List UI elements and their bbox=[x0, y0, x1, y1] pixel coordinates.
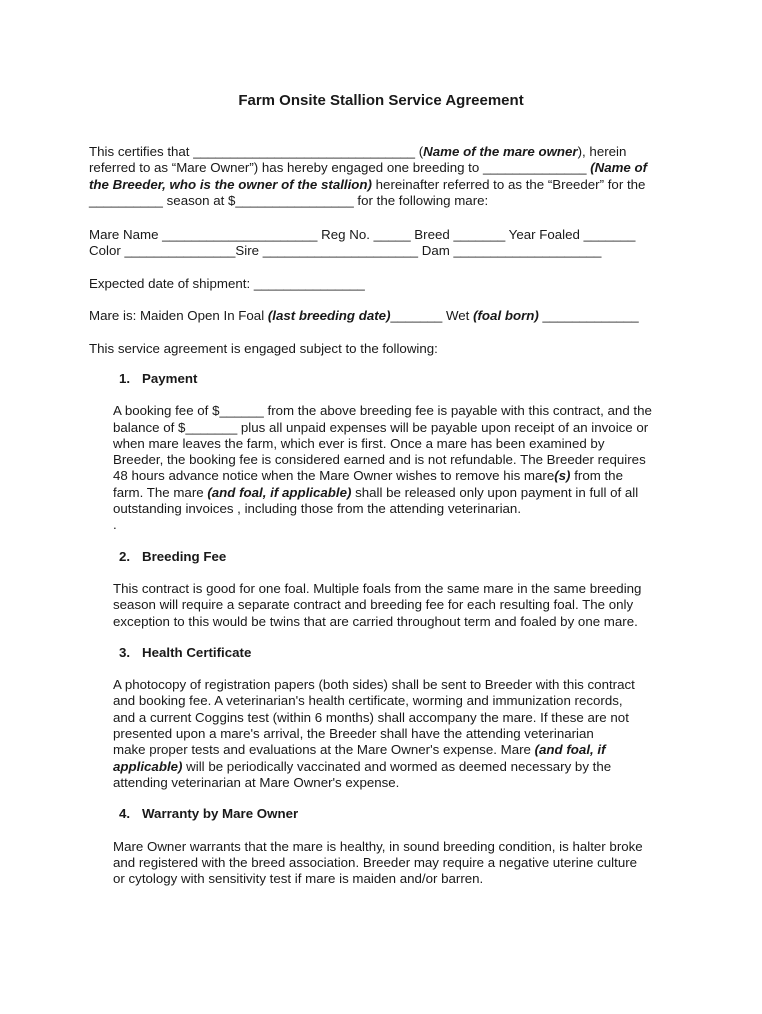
text-line bbox=[89, 177, 647, 193]
text-segment: __________ season at $________________ for the following mare: bbox=[89, 192, 489, 208]
text-line bbox=[113, 759, 762, 775]
text-segment: the Breeder, who is the owner of the stallion) bbox=[89, 176, 372, 192]
text-segment: (and foal, if bbox=[534, 742, 606, 758]
intro-paragraph bbox=[89, 144, 647, 209]
section-title: Health Certificate bbox=[142, 644, 252, 660]
text-segment: This contract is good for one foal. Multiple foals from the same mare in the same breeding bbox=[113, 580, 642, 596]
text-segment: hereinafter referred to as the “Breeder” for the bbox=[371, 176, 646, 192]
text-segment: exception to this would be twins that are carried throughout term and foaled by one mare. bbox=[113, 613, 638, 629]
mare-status-line bbox=[89, 308, 639, 324]
text-segment: Mare Name _____________________ Reg No. _____ Breed _______ Year Foaled _______ bbox=[89, 227, 636, 242]
text-segment: ), herein bbox=[577, 144, 627, 159]
text-line bbox=[113, 452, 762, 468]
text-segment: and booking fee. A veterinarian's health certificate, worming and immunization records, bbox=[113, 693, 623, 709]
text-line bbox=[113, 420, 762, 436]
section-title: Warranty by Mare Owner bbox=[142, 806, 299, 822]
text-segment: make proper tests and evaluations at the Mare Owner's expense. Mare bbox=[113, 742, 535, 758]
text-line bbox=[89, 227, 635, 243]
text-line bbox=[89, 193, 647, 209]
text-segment: (and foal, if applicable) bbox=[207, 484, 352, 500]
text-segment: (last breeding date) bbox=[267, 308, 391, 323]
text-segment: 48 hours advance notice when the Mare Owner wishes to remove his mare bbox=[113, 468, 555, 484]
text-line bbox=[89, 243, 635, 259]
text-segment: _______ Wet bbox=[390, 308, 474, 323]
text-segment: referred to as “Mare Owner”) has hereby engaged one breeding to ______________ bbox=[89, 160, 591, 176]
text-segment: attending veterinarian at Mare Owner's expense. bbox=[113, 774, 400, 790]
text-segment: presented upon a mare's arrival, the Breeder shall have the attending veterinarian bbox=[113, 726, 594, 742]
text-segment: This certifies that ______________________________ ( bbox=[89, 144, 424, 159]
text-line bbox=[113, 403, 762, 419]
text-line bbox=[113, 468, 762, 484]
text-line bbox=[113, 775, 762, 791]
section-paragraph bbox=[113, 581, 762, 630]
text-line bbox=[113, 517, 762, 533]
text-segment: outstanding invoices , including those from the attending veterinarian. bbox=[113, 501, 522, 517]
text-segment: when mare leaves the farm, which ever is first. Once a mare has been examined by bbox=[113, 435, 605, 451]
section-paragraph bbox=[113, 403, 762, 533]
mare-info-fields bbox=[89, 227, 635, 260]
text-line bbox=[113, 597, 762, 613]
text-segment: Mare is: Maiden Open In Foal bbox=[89, 308, 268, 323]
section-title: Breeding Fee bbox=[142, 548, 227, 564]
section-heading bbox=[119, 371, 762, 387]
text-segment: will be periodically vaccinated and wormed as deemed necessary by the bbox=[182, 758, 612, 774]
text-segment: A photocopy of registration papers (both sides) shall be sent to Breeder with this contract bbox=[113, 677, 635, 693]
section-number: 4. bbox=[119, 806, 131, 822]
text-line bbox=[113, 871, 762, 887]
text-segment: Color _______________Sire _____________________ Dam ____________________ bbox=[89, 243, 602, 259]
text-line bbox=[113, 693, 762, 709]
text-line bbox=[113, 855, 762, 871]
text-segment: (foal born) bbox=[473, 308, 539, 323]
agreement-sections bbox=[0, 356, 762, 902]
text-line bbox=[113, 436, 762, 452]
section-number: 2. bbox=[119, 548, 131, 564]
section-paragraph bbox=[113, 677, 762, 791]
text-segment: from the bbox=[570, 468, 623, 484]
text-segment: and a current Coggins test (within 6 months) shall accompany the mare. If these are not bbox=[113, 709, 629, 725]
section-title: Payment bbox=[142, 371, 198, 386]
text-segment: (Name of bbox=[590, 160, 648, 176]
shipment-date-line: Expected date of shipment: _______________ bbox=[89, 276, 365, 291]
text-line bbox=[113, 710, 762, 726]
text-segment: balance of $_______ plus all unpaid expenses will be payable upon receipt of an invoice or bbox=[113, 419, 649, 435]
subject-line: This service agreement is engaged subject to the following: bbox=[89, 341, 438, 356]
text-line bbox=[89, 144, 647, 160]
section-number: 3. bbox=[119, 644, 131, 660]
text-segment: or cytology with sensitivity test if mare is maiden and/or barren. bbox=[113, 871, 484, 887]
text-line bbox=[113, 726, 762, 742]
section-number: 1. bbox=[119, 371, 131, 386]
text-segment: farm. The mare bbox=[113, 484, 208, 500]
section-heading bbox=[119, 645, 762, 661]
text-segment: A booking fee of $______ from the above breeding fee is payable with this contract, and the bbox=[113, 403, 652, 419]
text-segment: (s) bbox=[554, 468, 571, 484]
text-line bbox=[113, 742, 762, 758]
text-segment: _____________ bbox=[538, 308, 639, 323]
text-segment: . bbox=[113, 517, 117, 533]
text-segment: shall be released only upon payment in full of all bbox=[351, 484, 639, 500]
text-segment: Name of the mare owner bbox=[423, 144, 578, 159]
text-line bbox=[113, 677, 762, 693]
text-line bbox=[113, 839, 762, 855]
text-segment: Mare Owner warrants that the mare is healthy, in sound breeding condition, is halter broke bbox=[113, 838, 643, 854]
text-segment: and registered with the breed association. Breeder may require a negative uterine culture bbox=[113, 854, 638, 870]
text-segment: Breeder, the booking fee is considered earned and is not refundable. The Breeder requires bbox=[113, 452, 646, 468]
text-line bbox=[113, 614, 762, 630]
section-paragraph bbox=[113, 839, 762, 888]
text-line bbox=[113, 581, 762, 597]
text-line bbox=[89, 160, 647, 176]
section-heading bbox=[119, 549, 762, 565]
document-title: Farm Onsite Stallion Service Agreement bbox=[238, 92, 524, 109]
section-heading bbox=[119, 806, 762, 822]
text-line bbox=[113, 485, 762, 501]
text-segment: applicable) bbox=[113, 758, 183, 774]
text-line bbox=[113, 501, 762, 517]
text-segment: season will require a separate contract and breeding fee for each resulting foal. The only bbox=[113, 597, 634, 613]
